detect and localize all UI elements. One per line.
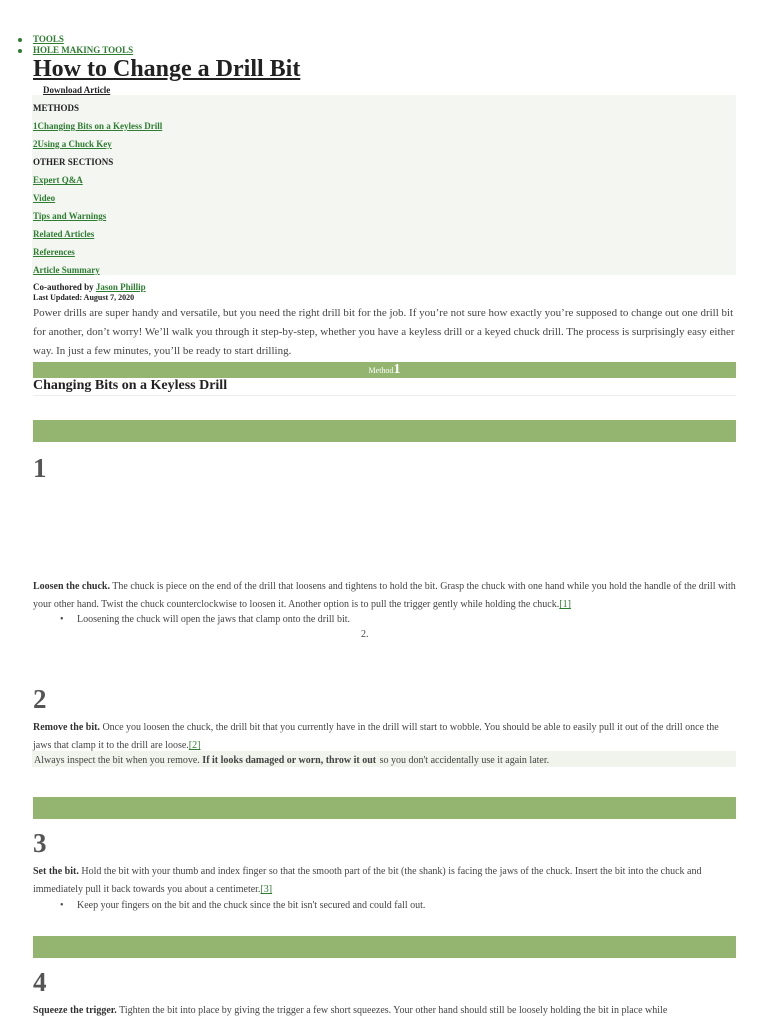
- breadcrumb-link-hole-making-tools[interactable]: HOLE MAKING TOOLS: [33, 45, 134, 55]
- author-prefix: Co-authored by: [33, 282, 96, 292]
- step-image-placeholder: [33, 420, 736, 442]
- toc-expert-qa-link[interactable]: Expert Q&A: [33, 175, 83, 185]
- step-text: [33, 578, 737, 614]
- reference-link[interactable]: [3]: [260, 884, 273, 895]
- step-image-placeholder: [33, 936, 736, 958]
- toc-method-2-link[interactable]: 2Using a Chuck Key: [33, 139, 112, 149]
- step-number: 3: [33, 828, 47, 858]
- tip-emphasis: If it looks damaged or worn, throw it out: [202, 755, 377, 766]
- toc-methods-heading: METHODS: [33, 103, 80, 113]
- step-body: Once you loosen the chuck, the drill bit that you currently have in the drill will start to wobble. You should be able to easily pull it out of the drill once the jaws that clamp it to the drill are loose.: [33, 722, 719, 751]
- intro-paragraph: Power drills are super handy and versatile, but you need the right drill bit for the job. If you’re not sure how exactly you’re supposed to change out one drill bit for another, don’t worry! We’ll walk you through it step-by-step, whether you have a keyless drill or a keyed chuck drill. The process is surprisingly easy either way. In just a few minutes, you’ll be ready to start drilling.: [33, 307, 735, 357]
- breadcrumb-link-tools[interactable]: TOOLS: [33, 34, 64, 44]
- tip-box: [32, 751, 736, 767]
- step-bullet-text: Keep your fingers on the bit and the chuck since the bit isn't secured and could fall out.: [77, 900, 426, 911]
- step-body: Tighten the bit into place by giving the trigger a few short squeezes. Your other hand should still be loosely holding the bit in place while: [116, 1005, 668, 1016]
- toc-video-link[interactable]: Video: [33, 193, 56, 203]
- toc-related-articles-link[interactable]: Related Articles: [33, 229, 95, 239]
- step-heading: Remove the bit.: [33, 722, 100, 733]
- tip-pre: Always inspect the bit when you remove.: [34, 755, 203, 766]
- step-bullet: [61, 614, 350, 625]
- step-bullet: [61, 900, 425, 911]
- breadcrumb-item[interactable]: [18, 45, 133, 56]
- step-text: [33, 719, 737, 755]
- toc-tips-warnings-link[interactable]: Tips and Warnings: [33, 211, 107, 221]
- author-link[interactable]: Jason Phillip: [95, 282, 146, 292]
- download-article-link[interactable]: Download Article: [43, 85, 111, 95]
- toc-article-summary-link[interactable]: Article Summary: [33, 265, 100, 275]
- step-number: 2: [33, 684, 47, 714]
- divider: [33, 395, 736, 396]
- step-number: 1: [33, 453, 47, 483]
- reference-link[interactable]: [1]: [559, 599, 571, 610]
- step-heading: Set the bit.: [33, 866, 79, 877]
- step-body: The chuck is piece on the end of the drill that loosens and tightens to hold the bit. Grasp the chuck with one hand while you hold the handle of the drill with your other hand. Twist the chuck counterclockwise to loosen it. Another option is to pull the trigger gently while holding the chuck.: [33, 581, 736, 610]
- tip-text: [32, 755, 549, 766]
- last-updated: Last Updated: August 7, 2020: [33, 293, 135, 302]
- method-number: 1: [393, 362, 401, 377]
- step-text: [33, 1002, 737, 1020]
- toc-references-link[interactable]: References: [33, 247, 75, 257]
- page-title: How to Change a Drill Bit: [33, 56, 301, 82]
- stray-text: 2.: [361, 629, 369, 640]
- step-bullet-text: Loosening the chuck will open the jaws that clamp onto the drill bit.: [77, 614, 350, 625]
- method-label: Method: [368, 366, 394, 375]
- step-text: [33, 863, 737, 899]
- step-body: Hold the bit with your thumb and index finger so that the smooth part of the bit (the shank) is facing the jaws of the chuck. Insert the bit into the chuck and immediately pull it back towards you about a centimeter.: [33, 866, 702, 895]
- toc-other-heading: OTHER SECTIONS: [33, 157, 114, 167]
- table-of-contents: [32, 95, 736, 275]
- breadcrumb: [18, 34, 133, 56]
- method-banner: [33, 362, 736, 378]
- step-image-placeholder: [33, 797, 736, 819]
- step-number: 4: [33, 967, 47, 997]
- method-title: Changing Bits on a Keyless Drill: [33, 378, 228, 393]
- author-line: [33, 282, 146, 292]
- tip-post: so you don't accidentally use it again later.: [377, 755, 550, 766]
- step-heading: Loosen the chuck.: [33, 581, 110, 592]
- step-heading: Squeeze the trigger.: [33, 1005, 117, 1016]
- breadcrumb-item[interactable]: [18, 34, 133, 45]
- toc-method-1-link[interactable]: 1Changing Bits on a Keyless Drill: [33, 121, 163, 131]
- reference-link[interactable]: [2]: [188, 740, 201, 751]
